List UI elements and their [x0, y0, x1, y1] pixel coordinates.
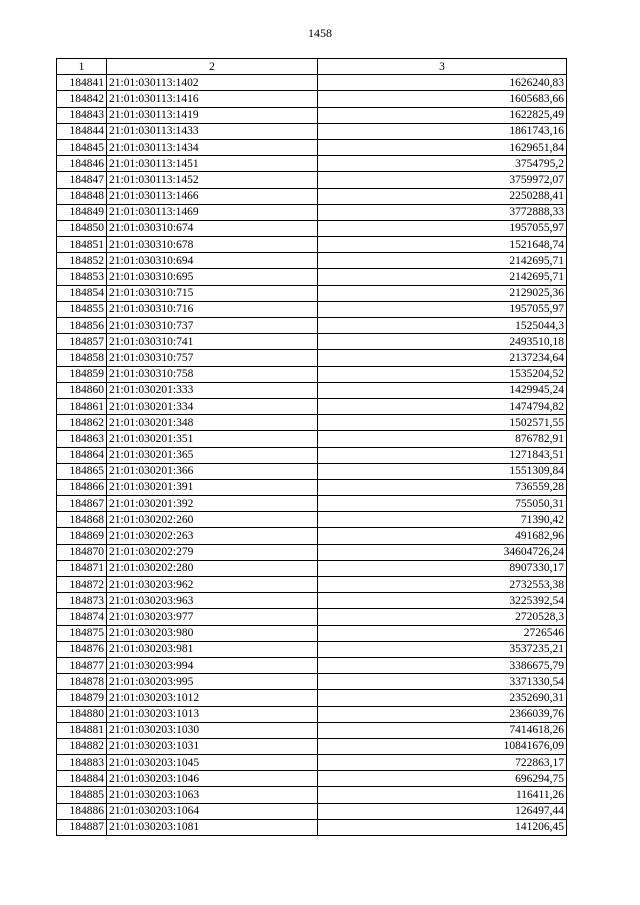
table-row	[57, 188, 567, 204]
cadastral-number-cell: 21:01:030113:1433	[107, 123, 318, 139]
value-cell: 2726546	[318, 625, 567, 641]
row-number-cell: 184857	[57, 334, 107, 350]
table-row	[57, 803, 567, 819]
cadastral-number-cell: 21:01:030113:1419	[107, 107, 318, 123]
table-row	[57, 75, 567, 91]
table-row	[57, 625, 567, 641]
row-number-cell: 184851	[57, 237, 107, 253]
cadastral-number-cell: 21:01:030310:741	[107, 334, 318, 350]
cadastral-number-cell: 21:01:030202:260	[107, 512, 318, 528]
cadastral-number-cell: 21:01:030310:758	[107, 366, 318, 382]
page-number: 1458	[308, 26, 332, 40]
cadastral-number-cell: 21:01:030203:1013	[107, 706, 318, 722]
table-row	[57, 771, 567, 787]
table-row	[57, 301, 567, 317]
cadastral-number-cell: 21:01:030203:1046	[107, 771, 318, 787]
value-cell: 3772888,33	[318, 204, 567, 220]
row-number-cell: 184868	[57, 512, 107, 528]
cadastral-number-cell: 21:01:030203:963	[107, 593, 318, 609]
row-number-cell: 184882	[57, 738, 107, 754]
cadastral-number-cell: 21:01:030201:366	[107, 463, 318, 479]
row-number-cell: 184884	[57, 771, 107, 787]
table-row	[57, 479, 567, 495]
row-number-cell: 184854	[57, 285, 107, 301]
table-row	[57, 382, 567, 398]
row-number-cell: 184847	[57, 172, 107, 188]
row-number-cell: 184860	[57, 382, 107, 398]
cadastral-number-cell: 21:01:030202:279	[107, 544, 318, 560]
table-body	[57, 75, 567, 836]
value-cell: 1521648,74	[318, 237, 567, 253]
value-cell: 1957055,97	[318, 301, 567, 317]
cadastral-number-cell: 21:01:030113:1434	[107, 139, 318, 155]
value-cell: 3759972,07	[318, 172, 567, 188]
cadastral-number-cell: 21:01:030310:694	[107, 253, 318, 269]
cadastral-number-cell: 21:01:030310:715	[107, 285, 318, 301]
cadastral-number-cell: 21:01:030113:1451	[107, 156, 318, 172]
value-cell: 755050,31	[318, 496, 567, 512]
row-number-cell: 184856	[57, 318, 107, 334]
cadastral-number-cell: 21:01:030113:1466	[107, 188, 318, 204]
cadastral-number-cell: 21:01:030203:1031	[107, 738, 318, 754]
table-row	[57, 172, 567, 188]
row-number-cell: 184861	[57, 398, 107, 414]
table-row	[57, 609, 567, 625]
value-cell: 2250288,41	[318, 188, 567, 204]
cadastral-number-cell: 21:01:030203:1063	[107, 787, 318, 803]
table-row	[57, 528, 567, 544]
column-header-1: 1	[57, 59, 107, 75]
value-cell: 491682,96	[318, 528, 567, 544]
value-cell: 2142695,71	[318, 269, 567, 285]
table-row	[57, 657, 567, 673]
value-cell: 3371330,54	[318, 674, 567, 690]
cadastral-number-cell: 21:01:030113:1452	[107, 172, 318, 188]
table-row	[57, 269, 567, 285]
table-row	[57, 156, 567, 172]
row-number-cell: 184863	[57, 431, 107, 447]
table-row	[57, 722, 567, 738]
value-cell: 3537235,21	[318, 641, 567, 657]
header-row	[57, 59, 567, 75]
table-row	[57, 285, 567, 301]
value-cell: 71390,42	[318, 512, 567, 528]
row-number-cell: 184853	[57, 269, 107, 285]
row-number-cell: 184862	[57, 415, 107, 431]
value-cell: 876782,91	[318, 431, 567, 447]
cadastral-number-cell: 21:01:030203:1012	[107, 690, 318, 706]
row-number-cell: 184842	[57, 91, 107, 107]
value-cell: 1474794,82	[318, 398, 567, 414]
cadastral-number-cell: 21:01:030203:1030	[107, 722, 318, 738]
row-number-cell: 184843	[57, 107, 107, 123]
cadastral-number-cell: 21:01:030310:716	[107, 301, 318, 317]
cadastral-number-cell: 21:01:030203:981	[107, 641, 318, 657]
table-row	[57, 91, 567, 107]
table-row	[57, 787, 567, 803]
table-row	[57, 577, 567, 593]
row-number-cell: 184867	[57, 496, 107, 512]
row-number-cell: 184871	[57, 560, 107, 576]
value-cell: 1535204,52	[318, 366, 567, 382]
row-number-cell: 184878	[57, 674, 107, 690]
table-row	[57, 463, 567, 479]
table-row	[57, 398, 567, 414]
value-cell: 3754795,2	[318, 156, 567, 172]
value-cell: 2137234,64	[318, 350, 567, 366]
table-row	[57, 819, 567, 835]
table-row	[57, 738, 567, 754]
table-row	[57, 690, 567, 706]
table-row	[57, 512, 567, 528]
table-row	[57, 544, 567, 560]
cadastral-number-cell: 21:01:030203:994	[107, 657, 318, 673]
value-cell: 3225392,54	[318, 593, 567, 609]
table-row	[57, 123, 567, 139]
value-cell: 696294,75	[318, 771, 567, 787]
row-number-cell: 184859	[57, 366, 107, 382]
row-number-cell: 184869	[57, 528, 107, 544]
cadastral-number-cell: 21:01:030201:392	[107, 496, 318, 512]
cadastral-number-cell: 21:01:030113:1402	[107, 75, 318, 91]
row-number-cell: 184845	[57, 139, 107, 155]
value-cell: 722863,17	[318, 755, 567, 771]
row-number-cell: 184844	[57, 123, 107, 139]
value-cell: 2732553,38	[318, 577, 567, 593]
table-row	[57, 220, 567, 236]
value-cell: 1502571,55	[318, 415, 567, 431]
table-row	[57, 318, 567, 334]
row-number-cell: 184874	[57, 609, 107, 625]
cadastral-number-cell: 21:01:030113:1469	[107, 204, 318, 220]
cadastral-number-cell: 21:01:030203:1045	[107, 755, 318, 771]
value-cell: 1957055,97	[318, 220, 567, 236]
table-row	[57, 755, 567, 771]
row-number-cell: 184849	[57, 204, 107, 220]
table-row	[57, 253, 567, 269]
cadastral-number-cell: 21:01:030202:263	[107, 528, 318, 544]
value-cell: 3386675,79	[318, 657, 567, 673]
value-cell: 2129025,36	[318, 285, 567, 301]
value-cell: 1429945,24	[318, 382, 567, 398]
table-row	[57, 560, 567, 576]
row-number-cell: 184858	[57, 350, 107, 366]
value-cell: 1271843,51	[318, 447, 567, 463]
value-cell: 2142695,71	[318, 253, 567, 269]
value-cell: 116411,26	[318, 787, 567, 803]
row-number-cell: 184876	[57, 641, 107, 657]
cadastral-number-cell: 21:01:030310:757	[107, 350, 318, 366]
value-cell: 7414618,26	[318, 722, 567, 738]
value-cell: 10841676,09	[318, 738, 567, 754]
value-cell: 8907330,17	[318, 560, 567, 576]
table-row	[57, 496, 567, 512]
row-number-cell: 184865	[57, 463, 107, 479]
value-cell: 1551309,84	[318, 463, 567, 479]
row-number-cell: 184864	[57, 447, 107, 463]
row-number-cell: 184885	[57, 787, 107, 803]
cadastral-number-cell: 21:01:030310:674	[107, 220, 318, 236]
row-number-cell: 184875	[57, 625, 107, 641]
row-number-cell: 184879	[57, 690, 107, 706]
cadastral-number-cell: 21:01:030203:980	[107, 625, 318, 641]
table-row	[57, 706, 567, 722]
table-row	[57, 415, 567, 431]
value-cell: 141206,45	[318, 819, 567, 835]
table-row	[57, 447, 567, 463]
value-cell: 1629651,84	[318, 139, 567, 155]
row-number-cell: 184870	[57, 544, 107, 560]
row-number-cell: 184852	[57, 253, 107, 269]
cadastral-number-cell: 21:01:030203:977	[107, 609, 318, 625]
row-number-cell: 184866	[57, 479, 107, 495]
table-row	[57, 366, 567, 382]
table-row	[57, 204, 567, 220]
row-number-cell: 184886	[57, 803, 107, 819]
table-row	[57, 334, 567, 350]
table-row	[57, 641, 567, 657]
value-cell: 1605683,66	[318, 91, 567, 107]
cadastral-number-cell: 21:01:030201:333	[107, 382, 318, 398]
table-row	[57, 139, 567, 155]
table-row	[57, 350, 567, 366]
value-cell: 2366039,76	[318, 706, 567, 722]
value-cell: 736559,28	[318, 479, 567, 495]
value-cell: 2720528,3	[318, 609, 567, 625]
column-header-3: 3	[318, 59, 567, 75]
row-number-cell: 184848	[57, 188, 107, 204]
row-number-cell: 184883	[57, 755, 107, 771]
cadastral-number-cell: 21:01:030203:1081	[107, 819, 318, 835]
cadastral-number-cell: 21:01:030203:962	[107, 577, 318, 593]
cadastral-number-cell: 21:01:030201:348	[107, 415, 318, 431]
row-number-cell: 184850	[57, 220, 107, 236]
cadastral-number-cell: 21:01:030201:391	[107, 479, 318, 495]
cadastral-number-cell: 21:01:030201:334	[107, 398, 318, 414]
cadastral-value-table	[56, 58, 567, 836]
table-row	[57, 107, 567, 123]
cadastral-number-cell: 21:01:030310:737	[107, 318, 318, 334]
cadastral-number-cell: 21:01:030310:695	[107, 269, 318, 285]
table-row	[57, 593, 567, 609]
row-number-cell: 184872	[57, 577, 107, 593]
cadastral-number-cell: 21:01:030201:365	[107, 447, 318, 463]
table-row	[57, 237, 567, 253]
row-number-cell: 184880	[57, 706, 107, 722]
row-number-cell: 184841	[57, 75, 107, 91]
table-row	[57, 674, 567, 690]
value-cell: 126497,44	[318, 803, 567, 819]
column-header-2: 2	[107, 59, 318, 75]
value-cell: 34604726,24	[318, 544, 567, 560]
value-cell: 1525044,3	[318, 318, 567, 334]
table-row	[57, 431, 567, 447]
row-number-cell: 184887	[57, 819, 107, 835]
value-cell: 2352690,31	[318, 690, 567, 706]
cadastral-number-cell: 21:01:030201:351	[107, 431, 318, 447]
row-number-cell: 184873	[57, 593, 107, 609]
value-cell: 1622825,49	[318, 107, 567, 123]
value-cell: 1861743,16	[318, 123, 567, 139]
cadastral-number-cell: 21:01:030310:678	[107, 237, 318, 253]
row-number-cell: 184846	[57, 156, 107, 172]
cadastral-number-cell: 21:01:030113:1416	[107, 91, 318, 107]
cadastral-number-cell: 21:01:030203:995	[107, 674, 318, 690]
row-number-cell: 184855	[57, 301, 107, 317]
value-cell: 2493510,18	[318, 334, 567, 350]
row-number-cell: 184877	[57, 657, 107, 673]
row-number-cell: 184881	[57, 722, 107, 738]
cadastral-number-cell: 21:01:030203:1064	[107, 803, 318, 819]
table-header	[57, 59, 567, 75]
cadastral-number-cell: 21:01:030202:280	[107, 560, 318, 576]
value-cell: 1626240,83	[318, 75, 567, 91]
